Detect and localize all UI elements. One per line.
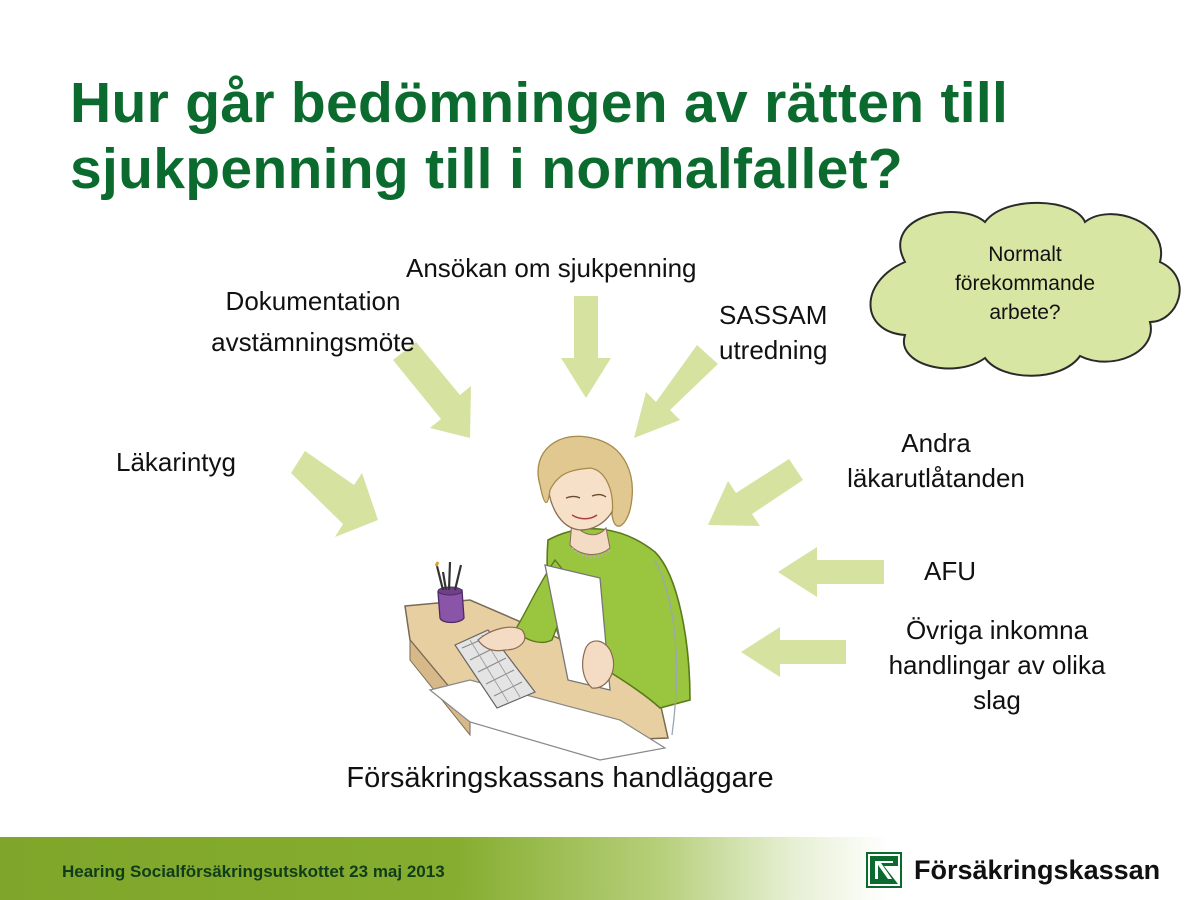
label-sassam-line-2: utredning [719,335,828,365]
arrow-andra-icon [708,459,803,526]
label-ovriga-line-1: Övriga inkomna [905,615,1089,645]
label-dokumentation [188,284,438,360]
slide-title: Hur går bedömningen av rätten till sjukpenning till i normalfallet? [70,71,1009,201]
label-ovriga [866,613,1128,718]
brand-logo [866,852,1160,888]
arrow-afu-icon [778,547,884,597]
label-lakarintyg: Läkarintyg [116,447,236,477]
arrow-lakarintyg-icon [291,451,378,537]
arrow-ansokan-icon [561,296,611,398]
label-ansokan: Ansökan om sjukpenning [406,253,697,283]
cloud-line-2: förekommande [954,272,1096,295]
arrow-sassam-icon [634,345,718,438]
label-dokumentation-line-1: Dokumentation [225,286,401,316]
cloud-question [905,240,1145,327]
label-ovriga-line-2: handlingar av olika [888,650,1106,680]
arrow-ovriga-icon [741,627,846,677]
caseworker-illustration-icon [405,436,690,760]
label-sassam-line-1: SASSAM [719,300,828,330]
cloud-line-3: arbete? [989,301,1061,324]
cloud-line-1: Normalt [988,243,1062,266]
forsakringskassan-logo-icon [866,852,902,888]
caseworker-caption: Försäkringskassans handläggare [346,762,774,794]
footer-text: Hearing Socialförsäkringsutskottet 23 maj 2013 [62,862,445,881]
brand-name: Försäkringskassan [914,854,1161,885]
label-dokumentation-line-2: avstämningsmöte [211,327,415,357]
label-ovriga-line-3: slag [973,685,1021,715]
label-andra-line-1: Andra [901,428,971,458]
label-afu: AFU [924,556,976,586]
label-andra-line-2: läkarutlåtanden [847,463,1025,493]
label-sassam [719,298,827,368]
label-andra [826,426,1046,496]
